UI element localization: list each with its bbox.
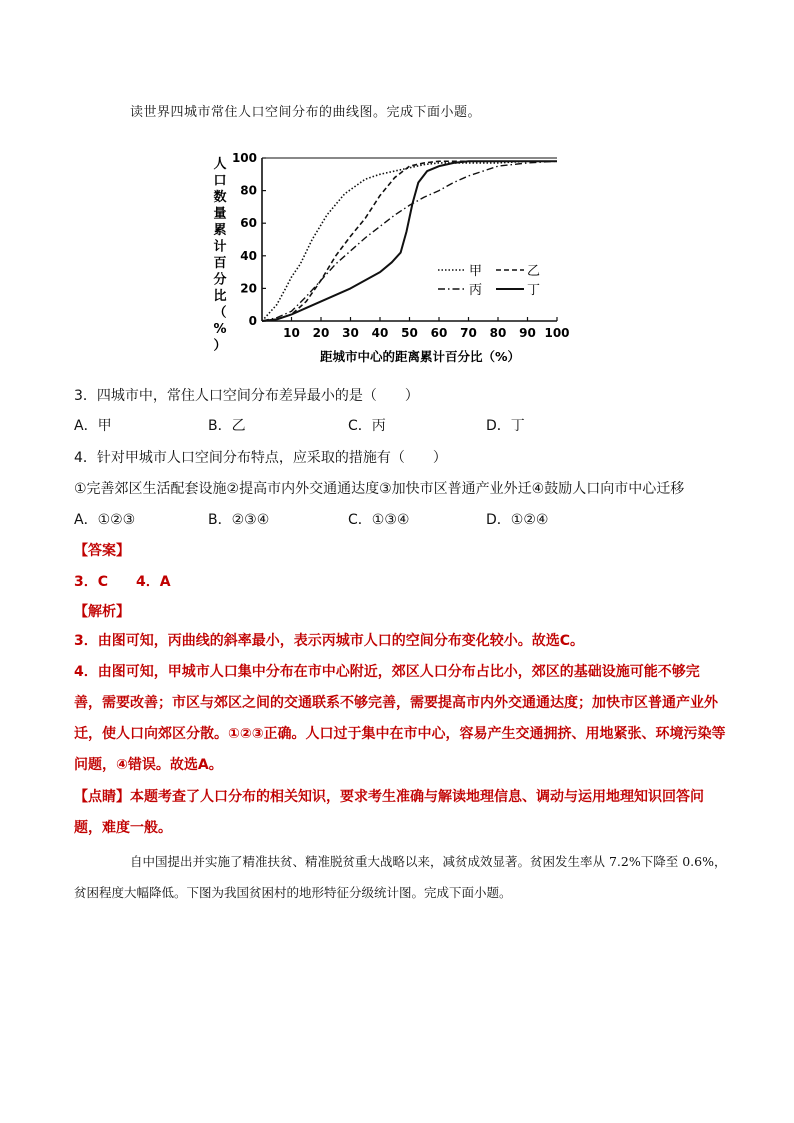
x-tick-label: 10 <box>283 326 300 340</box>
legend-label: 甲 <box>469 264 483 279</box>
y-axis-label-char: 计 <box>213 239 227 255</box>
q4-option-c: C．①③④ <box>348 512 410 528</box>
comment-label: 【点睛】 <box>74 789 130 805</box>
comment-paragraph <box>74 782 726 844</box>
y-axis-label-char: 比 <box>213 289 227 304</box>
population-distribution-chart <box>205 148 585 370</box>
x-tick-label: 90 <box>519 326 536 340</box>
y-axis-label-char: 数 <box>213 190 227 205</box>
x-tick-label: 30 <box>342 326 359 340</box>
y-axis-label-char: 口 <box>213 173 227 189</box>
y-axis-label-char: 分 <box>213 272 227 288</box>
x-tick-label: 60 <box>430 326 448 340</box>
intro-paragraph-2: 自中国提出并实施了精准扶贫、精准脱贫重大战略以来，减贫成效显著。贫困发生率从 7.2%下降至 0.6%，贫困程度大幅降低。下图为我国贫困村的地形特征分级统计图。完成下面小题。 <box>74 854 727 900</box>
comment-text: 本题考查了人口分布的相关知识，要求考生准确与解读地理信息、调动与运用地理知识回答问题，难度一般。 <box>74 789 704 836</box>
x-tick-label: 50 <box>401 326 418 340</box>
analysis-heading: 【解析】 <box>74 604 130 620</box>
analysis-3: 3．由图可知，丙曲线的斜率最小，表示丙城市人口的空间分布变化较小。故选C。 <box>74 633 585 649</box>
chart-axes <box>262 158 557 321</box>
y-tick-label: 0 <box>248 314 257 328</box>
series-line-2 <box>262 161 557 321</box>
q4-stem: 4．针对甲城市人口空间分布特点，应采取的措施有（ ） <box>74 450 447 466</box>
y-tick-label: 60 <box>240 216 257 231</box>
x-tick-label: 20 <box>312 326 330 340</box>
legend-label: 丁 <box>527 283 541 298</box>
y-axis-label-char: （ <box>213 305 227 321</box>
legend-label: 丙 <box>469 283 483 298</box>
y-tick-label: 100 <box>231 151 257 165</box>
q4-option-b: B．②③④ <box>208 512 270 528</box>
answer-heading: 【答案】 <box>74 543 130 559</box>
analysis-4: 4．由图可知，甲城市人口集中分布在市中心附近，郊区人口分布占比小，郊区的基础设施可能不够完善，需要改善；市区与郊区之间的交通联系不够完善，需要提高市内外交通通达度；加快市区普通产业外迁，使人口向郊区分散。①②③正确。人口过于集中在市中心，容易产生交通拥挤、用地紧张、环境污染等问题，④错误。故选A。 <box>74 664 726 773</box>
q3-option-b: B．乙 <box>208 418 246 434</box>
y-axis-label-char: 百 <box>213 256 227 271</box>
q3-stem: 3．四城市中，常住人口空间分布差异最小的是（ ） <box>74 388 419 404</box>
x-tick-label: 100 <box>544 326 570 340</box>
q3-option-c: C．丙 <box>348 418 386 434</box>
answers: 3．C 4．A <box>74 574 171 590</box>
y-axis-label-char: 累 <box>213 223 227 238</box>
y-tick-label: 80 <box>240 183 257 198</box>
q3-option-d: D．丁 <box>486 418 525 434</box>
x-tick-label: 70 <box>460 326 477 340</box>
y-tick-label: 20 <box>240 281 257 296</box>
y-axis-label-char: % <box>213 322 227 337</box>
q4-option-a: A．①②③ <box>74 512 136 528</box>
y-axis-label-char: 量 <box>213 206 227 222</box>
x-axis-label: 距城市中心的距离累计百分比（%） <box>319 349 521 364</box>
y-axis-label-char: ） <box>213 338 227 354</box>
intro-text: 读世界四城市常住人口空间分布的曲线图。完成下面小题。 <box>130 105 482 120</box>
y-tick-labels <box>232 151 266 328</box>
chart-legend <box>438 264 540 298</box>
series-line-3 <box>262 161 557 321</box>
series-line-4 <box>262 161 557 321</box>
x-tick-label: 40 <box>371 326 389 340</box>
q4-option-d: D．①②④ <box>486 512 549 528</box>
x-tick-label: 80 <box>489 326 507 340</box>
q4-items: ①完善郊区生活配套设施②提高市内外交通通达度③加快市区普通产业外迁④鼓励人口向市中心迁移 <box>74 481 685 497</box>
chart-series-lines <box>262 161 557 321</box>
series-line-1 <box>262 161 557 321</box>
y-tick-label: 40 <box>240 248 257 263</box>
y-axis-label-char: 人 <box>213 157 227 172</box>
legend-label: 乙 <box>527 264 541 279</box>
q3-option-a: A．甲 <box>74 418 112 434</box>
y-axis-label <box>213 157 226 354</box>
